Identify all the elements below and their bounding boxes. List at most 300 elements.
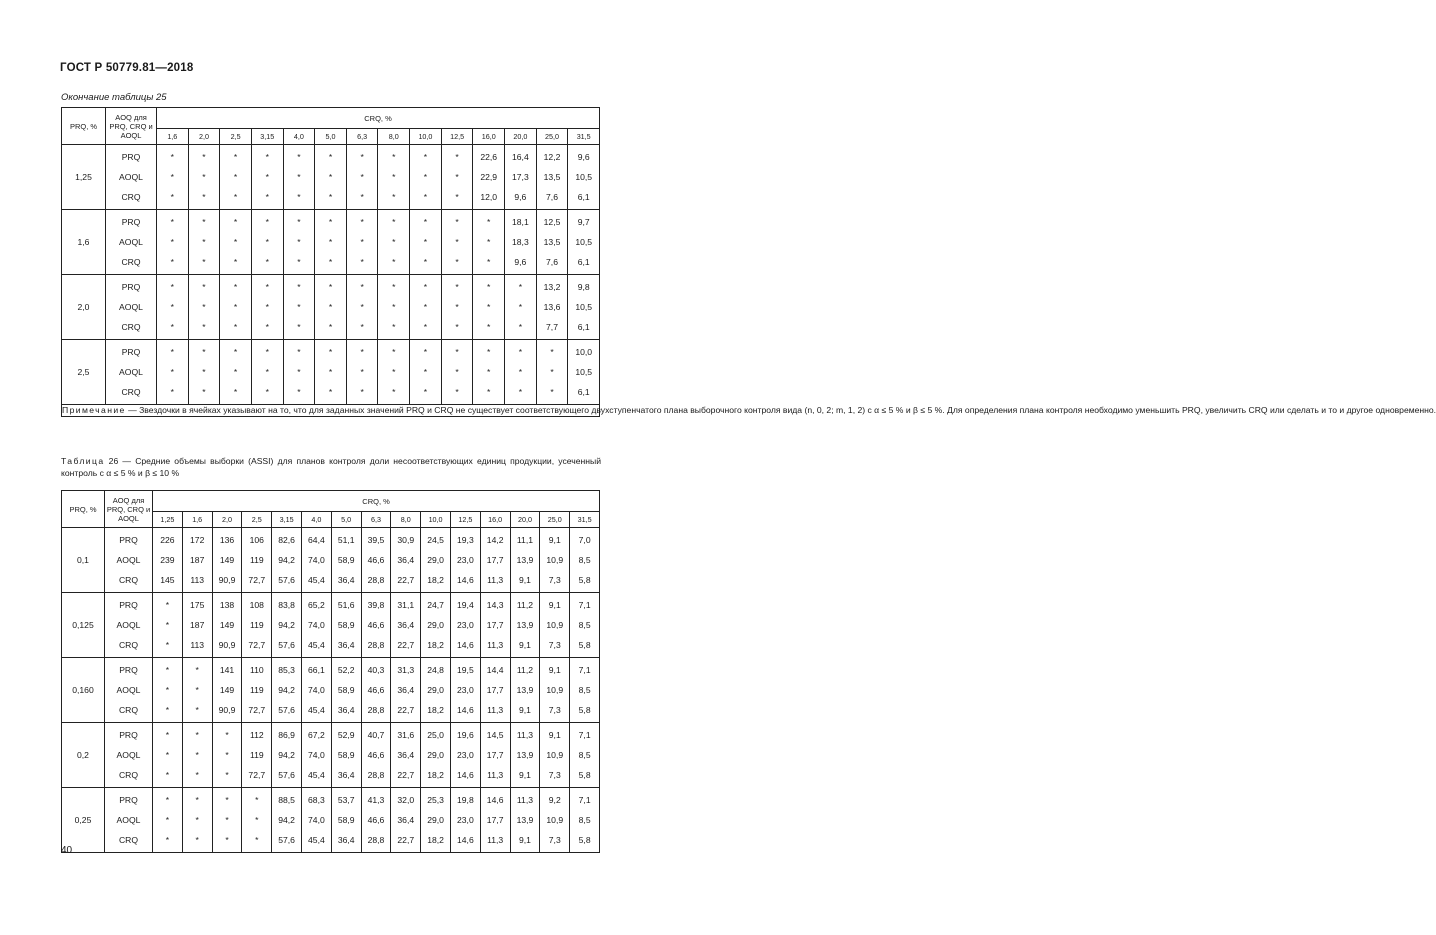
cell-value: * <box>265 367 269 377</box>
crq-value-header: 8,0 <box>378 129 410 145</box>
cell-value: * <box>170 257 174 267</box>
data-cell <box>157 275 189 340</box>
data-cell <box>391 723 421 788</box>
cell-value: 110 <box>249 665 264 675</box>
cell-value: * <box>265 192 269 202</box>
cell-value: 9,1 <box>518 640 531 650</box>
crq-value-header: 10,0 <box>421 512 451 528</box>
data-cell <box>441 275 473 340</box>
cell-value: * <box>518 387 523 397</box>
cell-value: 90,9 <box>218 575 236 585</box>
table-26 <box>61 490 600 853</box>
cell-value: 106 <box>249 535 264 545</box>
cell-value: 11,3 <box>487 575 504 585</box>
data-cell <box>391 528 421 593</box>
prq-value: 2,0 <box>62 275 106 340</box>
row-label: AOQL <box>116 685 141 695</box>
cell-value: 28,8 <box>367 640 385 650</box>
row-label: CRQ <box>121 192 141 202</box>
cell-value: 29,0 <box>427 620 444 630</box>
data-cell <box>378 275 410 340</box>
cell-value: 149 <box>219 620 235 630</box>
cell-value: * <box>455 192 459 202</box>
cell-value: * <box>360 192 364 202</box>
cell-value: * <box>265 152 269 162</box>
cell-value: 9,1 <box>518 575 531 585</box>
data-cell <box>421 723 451 788</box>
cell-value: 31,3 <box>397 665 415 675</box>
cell-value: * <box>360 322 364 332</box>
cell-value: * <box>328 217 333 227</box>
cell-value: 10,0 <box>575 347 593 357</box>
data-cell <box>505 210 537 275</box>
cell-value: 9,6 <box>514 257 527 267</box>
crq-value-header: 1,6 <box>182 512 212 528</box>
cell-value: 13,9 <box>516 555 534 565</box>
cell-value: 58,9 <box>337 620 355 630</box>
cell-value: 19,3 <box>457 535 474 545</box>
cell-value: 19,5 <box>457 665 474 675</box>
cell-value: * <box>255 795 259 805</box>
cell-value: 19,4 <box>457 600 474 610</box>
cell-value: 13,9 <box>516 685 534 695</box>
data-cell <box>188 145 220 210</box>
cell-value: 8,5 <box>578 685 591 695</box>
data-cell <box>473 145 505 210</box>
note-label: Примечание <box>62 405 126 415</box>
cell-value: * <box>202 322 206 332</box>
prq-value: 0,25 <box>62 788 105 853</box>
row-label: AOQL <box>116 620 141 630</box>
data-cell <box>410 275 442 340</box>
data-cell <box>182 723 212 788</box>
data-cell <box>157 210 189 275</box>
cell-value: * <box>170 282 174 292</box>
cell-value: 14,3 <box>486 600 504 610</box>
data-cell <box>540 593 570 658</box>
cell-value: 67,2 <box>308 730 325 740</box>
row-label: PRQ <box>119 795 138 805</box>
data-cell <box>480 528 510 593</box>
cell-value: 82,6 <box>278 535 295 545</box>
data-cell <box>540 723 570 788</box>
cell-value: 22,7 <box>397 835 415 845</box>
data-cell <box>505 145 537 210</box>
cell-value: 5,8 <box>578 835 591 845</box>
cell-value: 175 <box>190 600 205 610</box>
cell-value: * <box>202 192 206 202</box>
data-cell <box>568 210 600 275</box>
cell-value: * <box>487 237 491 247</box>
data-cell <box>473 210 505 275</box>
crq-value-header: 1,6 <box>157 129 189 145</box>
cell-value: 9,1 <box>548 665 561 675</box>
cell-value: * <box>170 217 174 227</box>
row-label: AOQL <box>119 302 143 312</box>
cell-value: * <box>328 237 333 247</box>
data-cell <box>421 528 451 593</box>
data-cell <box>315 210 347 275</box>
cell-value: 36,4 <box>397 620 415 630</box>
data-cell <box>536 145 568 210</box>
cell-value: 36,4 <box>337 705 355 715</box>
cell-value: * <box>297 367 301 377</box>
cell-value: * <box>225 770 229 780</box>
cell-value: 57,6 <box>278 835 295 845</box>
table-note <box>62 405 1436 417</box>
crq-value-header: 2,0 <box>212 512 242 528</box>
row-label: PRQ <box>119 600 138 610</box>
row-label: AOQL <box>119 367 143 377</box>
table-row <box>62 723 600 788</box>
cell-value: * <box>195 815 199 825</box>
data-cell <box>570 593 600 658</box>
data-cell <box>450 658 480 723</box>
cell-value: 85,3 <box>278 665 295 675</box>
cell-value: 10,9 <box>546 815 564 825</box>
cell-value: 14,6 <box>457 575 474 585</box>
cell-value: 8,5 <box>578 555 591 565</box>
cell-value: 36,4 <box>337 575 355 585</box>
data-cell <box>450 788 480 853</box>
cell-value: 90,9 <box>218 640 236 650</box>
cell-value: 23,0 <box>457 555 474 565</box>
data-cell <box>450 593 480 658</box>
data-cell <box>153 593 183 658</box>
cell-value: * <box>225 750 229 760</box>
cell-value: 18,1 <box>512 217 529 227</box>
cell-value: 10,9 <box>546 620 564 630</box>
cell-value: 36,4 <box>397 750 415 760</box>
cell-value: * <box>455 302 459 312</box>
cell-value: 119 <box>249 620 264 630</box>
cell-value: * <box>423 152 428 162</box>
crq-column-header: CRQ, % <box>157 108 600 129</box>
cell-value: 28,8 <box>367 575 385 585</box>
data-cell <box>283 275 315 340</box>
crq-value-header: 2,5 <box>242 512 272 528</box>
cell-value: * <box>265 237 269 247</box>
cell-value: * <box>297 302 301 312</box>
data-cell <box>505 340 537 405</box>
cell-value: 58,9 <box>337 750 355 760</box>
cell-value: 7,1 <box>578 600 591 610</box>
cell-value: * <box>297 387 301 397</box>
cell-value: 94,2 <box>278 685 295 695</box>
cell-value: 11,3 <box>487 640 504 650</box>
crq-value-header: 3,15 <box>272 512 302 528</box>
data-cell <box>283 340 315 405</box>
cell-value: 13,9 <box>516 620 534 630</box>
row-label: CRQ <box>118 705 139 715</box>
prq-column-header: PRQ, % <box>62 108 106 145</box>
cell-value: 10,5 <box>575 172 593 182</box>
data-cell <box>473 340 505 405</box>
table-row <box>62 275 600 340</box>
table-row <box>62 658 600 723</box>
cell-value: * <box>360 217 364 227</box>
cell-value: 7,3 <box>548 835 561 845</box>
data-cell <box>361 593 391 658</box>
cell-value: 45,4 <box>308 640 325 650</box>
cell-value: 10,5 <box>575 302 593 312</box>
cell-value: 9,6 <box>577 152 590 162</box>
cell-value: * <box>202 367 206 377</box>
cell-value: 72,7 <box>248 770 266 780</box>
cell-value: 45,4 <box>308 770 325 780</box>
cell-value: * <box>265 257 269 267</box>
row-label: AOQL <box>119 172 143 182</box>
cell-value: 39,8 <box>367 600 385 610</box>
cell-value: 36,4 <box>337 640 355 650</box>
cell-value: 9,6 <box>514 192 527 202</box>
crq-value-header: 4,0 <box>283 129 315 145</box>
row-label: CRQ <box>121 257 141 267</box>
cell-value: 14,6 <box>457 640 474 650</box>
cell-value: 11,2 <box>516 665 533 675</box>
cell-value: * <box>233 257 238 267</box>
data-cell <box>505 275 537 340</box>
cell-value: * <box>455 152 459 162</box>
cell-value: 13,2 <box>543 282 561 292</box>
cell-value: * <box>165 600 170 610</box>
cell-value: 74,0 <box>308 750 325 760</box>
data-cell <box>188 340 220 405</box>
cell-value: 45,4 <box>308 835 325 845</box>
data-cell <box>473 275 505 340</box>
cell-value: 5,8 <box>578 705 591 715</box>
cell-value: 5,8 <box>578 575 591 585</box>
cell-value: 8,5 <box>578 750 591 760</box>
cell-value: 22,7 <box>397 640 415 650</box>
data-cell <box>251 210 283 275</box>
data-cell <box>410 340 442 405</box>
cell-value: * <box>195 685 199 695</box>
data-cell <box>315 275 347 340</box>
cell-value: 57,6 <box>278 575 295 585</box>
row-label: CRQ <box>118 835 139 845</box>
cell-value: 58,9 <box>337 685 355 695</box>
data-cell <box>272 528 302 593</box>
cell-value: 36,4 <box>337 835 355 845</box>
cell-value: 25,3 <box>427 795 444 805</box>
data-cell <box>378 145 410 210</box>
cell-value: * <box>297 282 301 292</box>
data-cell <box>220 145 252 210</box>
crq-value-header: 31,5 <box>568 129 600 145</box>
cell-value: 9,1 <box>548 730 561 740</box>
row-label: AOQL <box>116 750 141 760</box>
cell-value: * <box>518 282 523 292</box>
data-cell <box>510 528 540 593</box>
cell-value: * <box>202 302 206 312</box>
cell-value: 74,0 <box>308 555 325 565</box>
cell-value: * <box>297 192 301 202</box>
cell-value: 7,1 <box>578 665 591 675</box>
cell-value: 29,0 <box>427 750 444 760</box>
cell-value: * <box>297 322 301 332</box>
cell-value: 46,6 <box>367 685 385 695</box>
cell-value: * <box>170 172 174 182</box>
data-cell <box>242 723 272 788</box>
cell-value: 40,7 <box>367 730 385 740</box>
cell-value: * <box>423 347 428 357</box>
cell-value: 6,1 <box>577 387 590 397</box>
cell-value: 7,1 <box>578 730 591 740</box>
cell-value: * <box>165 750 170 760</box>
cell-value: 19,8 <box>457 795 474 805</box>
prq-value: 2,5 <box>62 340 106 405</box>
cell-value: 9,1 <box>548 600 561 610</box>
data-cell <box>421 788 451 853</box>
crq-column-header: CRQ, % <box>153 491 600 512</box>
row-label: CRQ <box>118 770 139 780</box>
crq-value-header: 16,0 <box>473 129 505 145</box>
aoq-column-header: AOQ для PRQ, CRQ и AOQL <box>105 491 153 528</box>
cell-value: * <box>423 387 428 397</box>
data-cell <box>242 788 272 853</box>
crq-value-header: 20,0 <box>505 129 537 145</box>
cell-value: 149 <box>219 685 235 695</box>
cell-value: 19,6 <box>457 730 474 740</box>
data-cell <box>153 658 183 723</box>
cell-value: * <box>170 347 174 357</box>
table-row <box>62 788 600 853</box>
data-cell <box>182 593 212 658</box>
cell-value: 65,2 <box>308 600 325 610</box>
table-row <box>62 340 600 405</box>
table-row <box>62 210 600 275</box>
data-cell <box>510 788 540 853</box>
cell-value: * <box>265 347 269 357</box>
crq-value-header: 1,25 <box>153 512 183 528</box>
data-cell <box>251 275 283 340</box>
cell-value: 74,0 <box>308 685 325 695</box>
cell-value: 58,9 <box>337 555 355 565</box>
cell-value: 11,3 <box>487 705 504 715</box>
data-cell <box>568 340 600 405</box>
cell-value: * <box>265 322 269 332</box>
cell-value: 52,9 <box>337 730 355 740</box>
cell-value: * <box>455 347 459 357</box>
cell-value: * <box>255 815 259 825</box>
cell-value: 28,8 <box>367 705 385 715</box>
data-cell <box>272 658 302 723</box>
cell-value: * <box>328 257 333 267</box>
cell-value: 46,6 <box>367 620 385 630</box>
cell-value: * <box>165 815 170 825</box>
cell-value: * <box>202 387 206 397</box>
cell-value: * <box>195 835 199 845</box>
cell-value: * <box>360 282 364 292</box>
cell-value: * <box>392 172 396 182</box>
cell-value: 41,3 <box>367 795 385 805</box>
cell-value: * <box>550 367 554 377</box>
cell-value: 13,5 <box>543 172 561 182</box>
data-cell <box>378 340 410 405</box>
cell-value: 9,7 <box>577 217 590 227</box>
cell-value: 24,5 <box>427 535 444 545</box>
data-cell <box>283 210 315 275</box>
cell-value: 10,5 <box>575 237 593 247</box>
cell-value: * <box>170 192 174 202</box>
data-cell <box>301 593 331 658</box>
row-label: AOQL <box>119 237 143 247</box>
cell-value: 36,4 <box>397 555 415 565</box>
cell-value: 7,3 <box>548 705 561 715</box>
cell-value: * <box>165 705 170 715</box>
cell-value: * <box>265 217 269 227</box>
data-cell <box>570 723 600 788</box>
cell-value: 23,0 <box>457 620 474 630</box>
data-cell <box>346 340 378 405</box>
cell-value: * <box>233 192 238 202</box>
cell-value: 9,1 <box>518 835 531 845</box>
data-cell <box>391 658 421 723</box>
cell-value: * <box>170 152 174 162</box>
cell-value: 113 <box>190 640 205 650</box>
row-labels <box>106 275 157 340</box>
cell-value: 226 <box>160 535 175 545</box>
cell-value: 72,7 <box>248 575 266 585</box>
cell-value: * <box>165 665 170 675</box>
cell-value: 11,3 <box>516 795 533 805</box>
data-cell <box>480 593 510 658</box>
cell-value: 10,5 <box>575 367 593 377</box>
data-cell <box>361 528 391 593</box>
cell-value: 10,9 <box>546 685 564 695</box>
cell-value: 25,0 <box>427 730 444 740</box>
prq-value: 0,160 <box>62 658 105 723</box>
data-cell <box>251 340 283 405</box>
data-cell <box>315 145 347 210</box>
cell-value: * <box>360 387 364 397</box>
data-cell <box>410 145 442 210</box>
data-cell <box>301 788 331 853</box>
data-cell <box>301 723 331 788</box>
cell-value: * <box>518 302 523 312</box>
data-cell <box>346 145 378 210</box>
cell-value: * <box>195 730 199 740</box>
row-label: PRQ <box>121 347 141 357</box>
cell-value: 90,9 <box>218 705 236 715</box>
row-label: AOQL <box>116 815 141 825</box>
cell-value: 7,3 <box>548 640 561 650</box>
cell-value: * <box>165 640 170 650</box>
data-cell <box>315 340 347 405</box>
cell-value: 14,6 <box>486 795 504 805</box>
data-cell <box>441 210 473 275</box>
cell-value: * <box>233 172 238 182</box>
cell-value: 17,7 <box>486 685 504 695</box>
data-cell <box>331 528 361 593</box>
cell-value: * <box>202 237 206 247</box>
cell-value: * <box>165 730 170 740</box>
cell-value: 141 <box>219 665 235 675</box>
cell-value: * <box>225 730 229 740</box>
cell-value: 24,8 <box>427 665 444 675</box>
data-cell <box>480 723 510 788</box>
data-cell <box>220 210 252 275</box>
cell-value: * <box>360 172 364 182</box>
cell-value: 108 <box>249 600 264 610</box>
cell-value: * <box>165 685 170 695</box>
data-cell <box>410 210 442 275</box>
data-cell <box>441 145 473 210</box>
prq-value: 0,125 <box>62 593 105 658</box>
cell-value: 94,2 <box>278 815 295 825</box>
cell-value: 119 <box>249 685 264 695</box>
